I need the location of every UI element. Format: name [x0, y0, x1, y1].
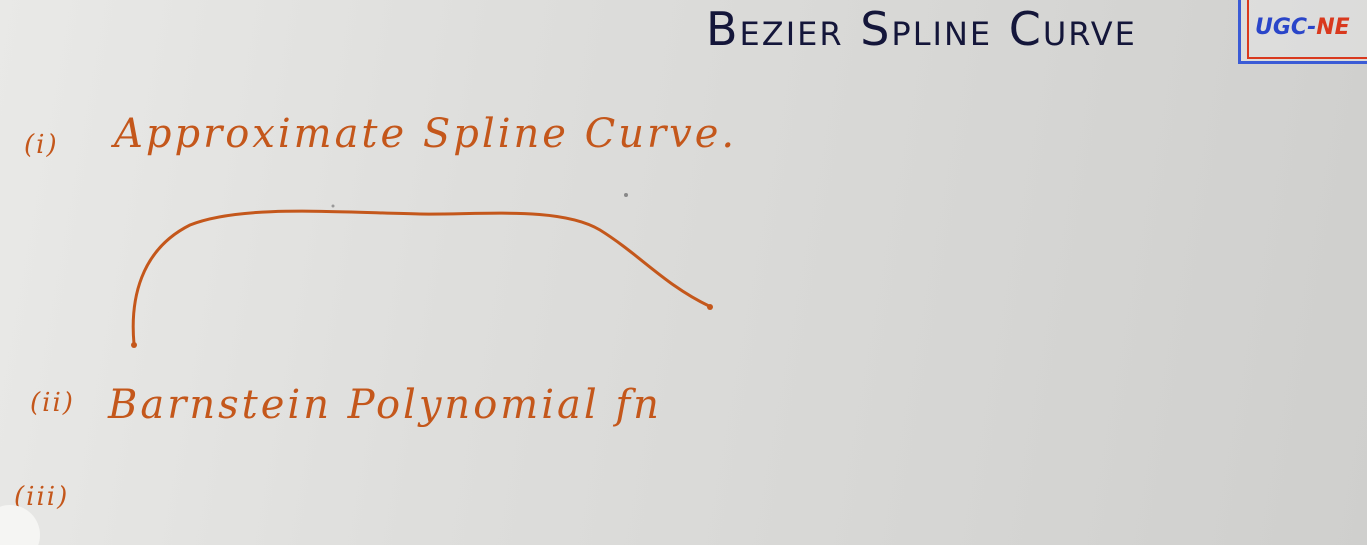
- item-1-number: (i): [24, 130, 59, 160]
- item-2-text: Barnstein Polynomial fn: [108, 382, 662, 428]
- curve-endpoint-start: [131, 342, 137, 348]
- board-title: Bezier Spline Curve: [706, 2, 1137, 56]
- board-dot: [624, 193, 628, 197]
- badge-ugc-text: UGC-: [1255, 15, 1317, 40]
- item-3-number: (iii): [14, 482, 70, 512]
- board-dot: [332, 205, 335, 208]
- curve-endpoint-end: [707, 304, 713, 310]
- item-2-number: (ii): [30, 388, 75, 418]
- spline-curve: [133, 211, 709, 344]
- badge-net-text: NE: [1316, 15, 1350, 40]
- item-1-text: Approximate Spline Curve.: [114, 111, 738, 157]
